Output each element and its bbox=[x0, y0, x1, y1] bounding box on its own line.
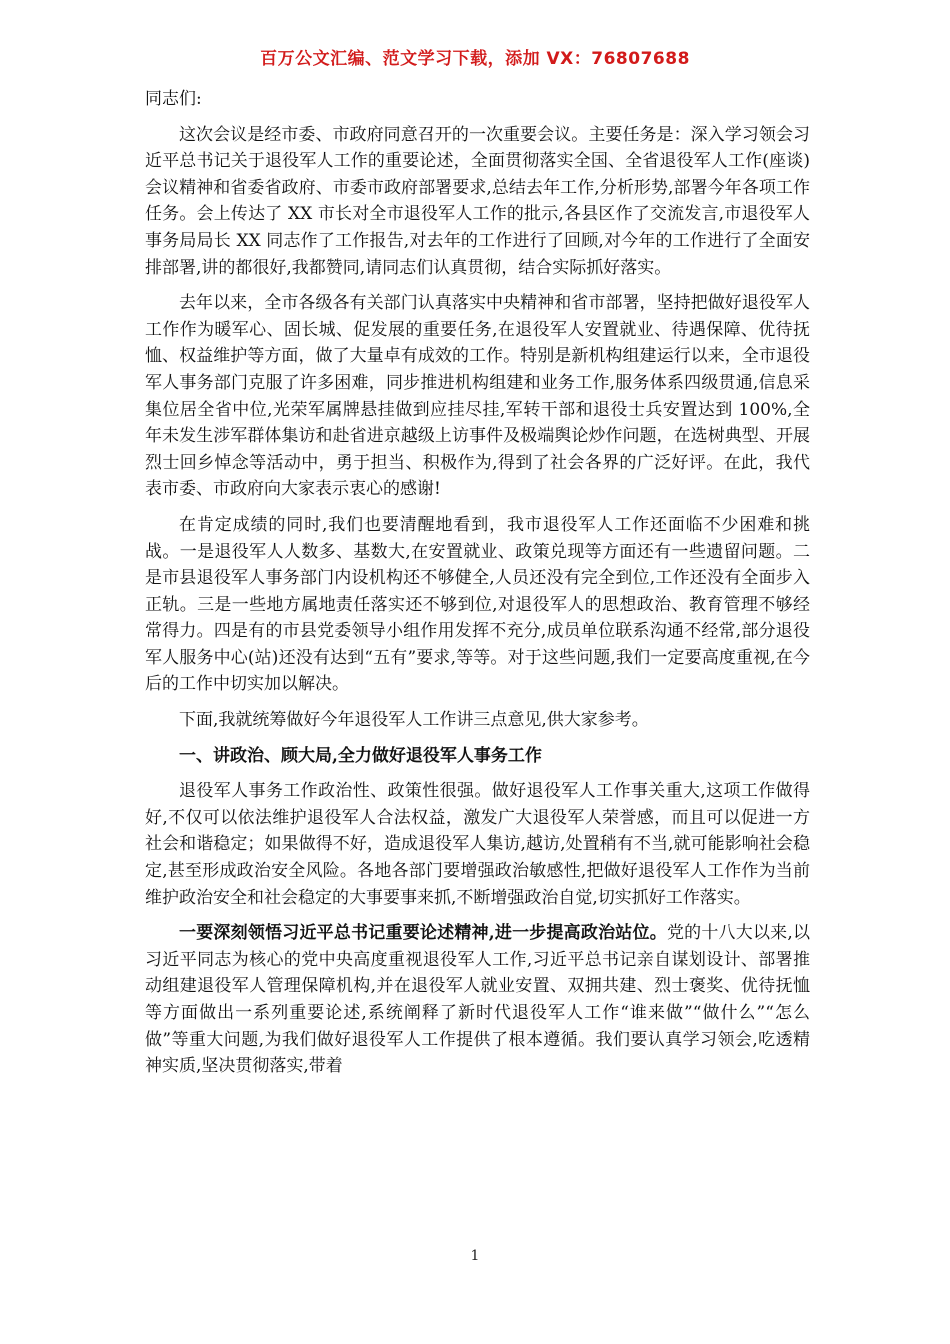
section-heading-1: 一、讲政治、顾大局,全力做好退役军人事务工作 bbox=[179, 745, 542, 766]
page-number: 1 bbox=[470, 1248, 480, 1264]
promo-banner: 百万公文汇编、范文学习下载，添加 VX：76807688 bbox=[260, 49, 690, 69]
paragraph-1: 这次会议是经市委、市政府同意召开的一次重要会议。主要任务是：深入学习领会习近平总书记关于退役军人工作的重要论述，全面贯彻落实全国、全省退役军人工作(座谈)会议精神和省委省政府、市委市政府部署要求,总结去年工作,分析形势,部署今年各项工作任务。会上传达了 XX 市长对全市退役军人工作的批示,各县区作了交流发言,市退役军人事务局局长 XX 同志作了工作报告,对去年的工作进行了回顾,对今年的工作进行了全面安排部署,讲的都很好,我都赞同,请同志们认真贯彻，结合实际抓好落实。 bbox=[145, 124, 810, 278]
paragraph-6 bbox=[145, 920, 810, 1080]
paragraph-5: 退役军人事务工作政治性、政策性很强。做好退役军人工作事关重大,这项工作做得好,不仅可以依法维护退役军人合法权益，激发广大退役军人荣誉感，而且可以促进一方社会和谐稳定；如果做得不好，造成退役军人集访,越访,处置稍有不当,就可能影响社会稳定,甚至形成政治安全风险。各地各部门要增强政治敏感性,把做好退役军人工作作为当前维护政治安全和社会稳定的大事要事来抓,不断增强政治自觉,切实抓好工作落实。 bbox=[145, 781, 810, 908]
point-1-lead: 一要深刻领悟习近平总书记重要论述精神,进一步提高政治站位。 bbox=[179, 923, 667, 944]
paragraph-2: 去年以来，全市各级各有关部门认真落实中央精神和省市部署，坚持把做好退役军人工作作为暖军心、固长城、促发展的重要任务,在退役军人安置就业、待遇保障、优待抚恤、权益维护等方面，做了大量卓有成效的工作。特别是新机构组建运行以来，全市退役军人事务部门克服了许多困难，同步推进机构组建和业务工作,服务体系四级贯通,信息采集位居全省中位,光荣军属牌悬挂做到应挂尽挂,军转干部和退役士兵安置达到 100%,全年未发生涉军群体集访和赴省进京越级上访事件及极端舆论炒作问题，在选树典型、开展烈士回乡悼念等活动中，勇于担当、积极作为,得到了社会各界的广泛好评。在此，我代表市委、市政府向大家表示衷心的感谢! bbox=[145, 293, 810, 500]
paragraph-3: 在肯定成绩的同时,我们也要清醒地看到，我市退役军人工作还面临不少困难和挑战。一是退役军人人数多、基数大,在安置就业、政策兑现等方面还有一些遗留问题。二是市县退役军人事务部门内设机构还不够健全,人员还没有完全到位,工作还没有全面步入正轨。三是一些地方属地责任落实还不够到位,对退役军人的思想政治、教育管理不够经常得力。四是有的市县党委领导小组作用发挥不充分,成员单位联系沟通不经常,部分退役军人服务中心(站)还没有达到“五有”要求,等等。对于这些问题,我们一定要高度重视,在今后的工作中切实加以解决。 bbox=[145, 514, 810, 695]
document-body bbox=[145, 86, 810, 1089]
point-1-body: 党的十八大以来,以习近平同志为核心的党中央高度重视退役军人工作,习近平总书记亲自谋划设计、部署推动组建退役军人管理保障机构,并在退役军人就业安置、双拥共建、烈士褒奖、优待抚恤等方面做出一系列重要论述,系统阐释了新时代退役军人工作“谁来做”“做什么”“怎么做”等重大问题,为我们做好退役军人工作提供了根本遵循。我们要认真学习领会,吃透精神实质,坚决贯彻落实,带着 bbox=[145, 923, 811, 1077]
salutation: 同志们: bbox=[145, 89, 202, 109]
paragraph-4: 下面,我就统筹做好今年退役军人工作讲三点意见,供大家参考。 bbox=[179, 710, 649, 731]
